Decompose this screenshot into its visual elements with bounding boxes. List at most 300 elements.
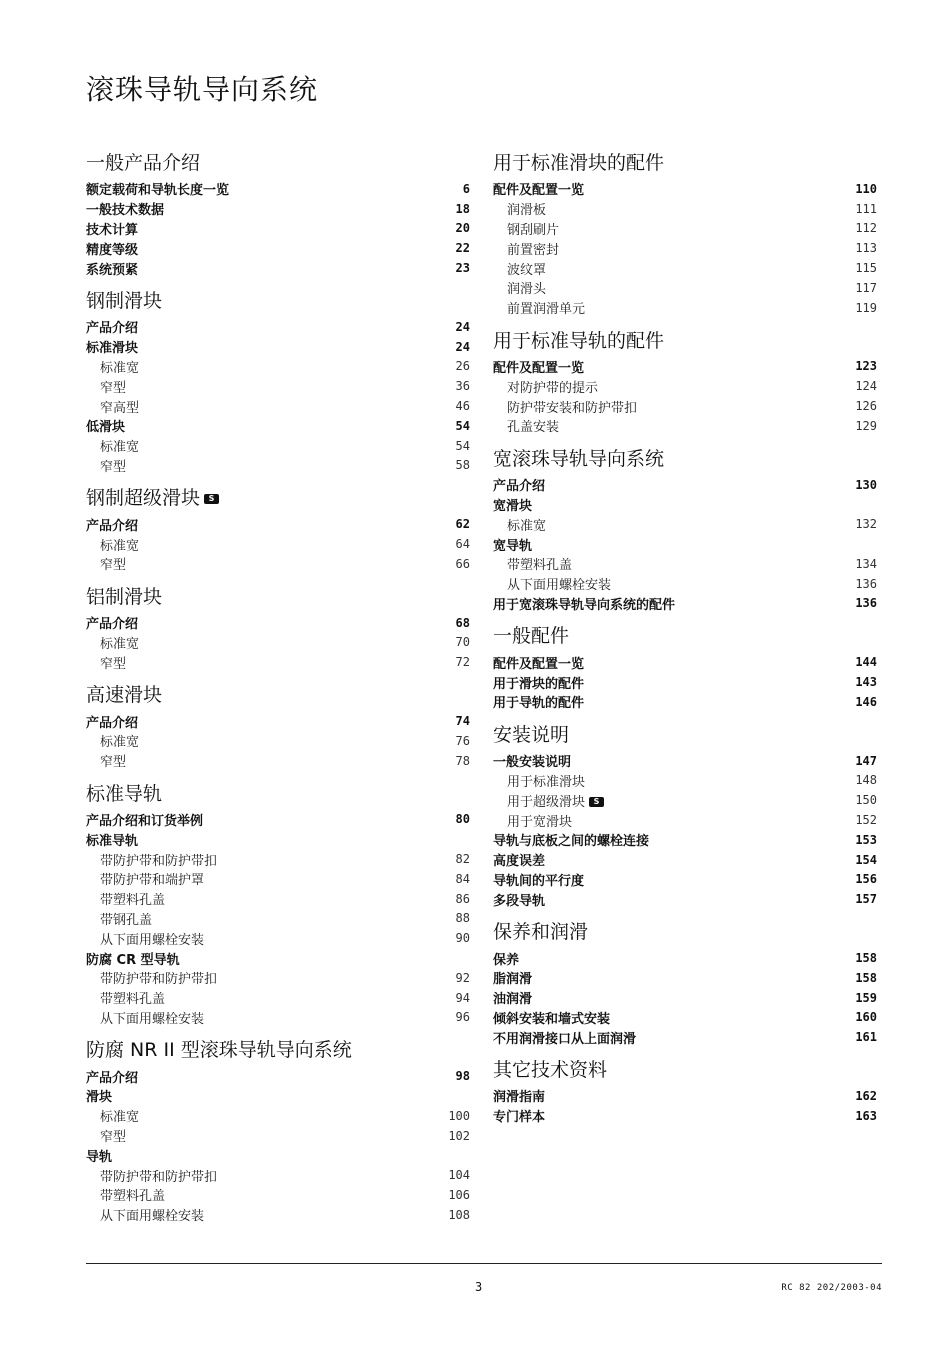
toc-entry[interactable]	[86, 554, 470, 574]
toc-entry-label: 润滑板	[507, 203, 547, 219]
toc-entry-label-wrap	[493, 692, 584, 711]
toc-entry-label: 导轨间的平行度	[493, 873, 585, 889]
toc-entry[interactable]	[86, 219, 470, 239]
toc-entry-label: 窄型	[100, 656, 127, 672]
toc-entry[interactable]	[86, 376, 470, 396]
section-title	[86, 288, 470, 314]
section-title-text: 钢制滑块	[86, 289, 163, 312]
toc-entry[interactable]	[86, 337, 470, 357]
toc-entry[interactable]	[493, 554, 877, 574]
section-title-text: 用于标准导轨的配件	[493, 329, 665, 352]
toc-entry-label: 系统预紧	[86, 262, 139, 278]
toc-section	[86, 1037, 470, 1224]
toc-entry[interactable]	[86, 1086, 470, 1106]
toc-entry-label-wrap	[86, 633, 139, 652]
toc-entry[interactable]	[86, 1008, 470, 1028]
toc-entry-label: 带防护带和防护带扣	[100, 972, 218, 988]
toc-entry-label: 用于超级滑块	[507, 794, 586, 810]
toc-entry-label-wrap	[86, 179, 229, 198]
toc-entry-label-wrap	[493, 475, 545, 494]
toc-entry-page: 102	[448, 1128, 470, 1143]
toc-entry-label-wrap	[86, 436, 139, 455]
toc-entry-page: 6	[462, 181, 470, 196]
toc-entry-label-wrap	[493, 1028, 636, 1047]
toc-entry-label-wrap	[86, 1086, 112, 1105]
toc-entry[interactable]	[493, 376, 877, 396]
toc-entry[interactable]	[86, 1066, 470, 1086]
toc-entry-label: 窄型	[100, 459, 127, 475]
toc-entry-label: 配件及配置一览	[493, 656, 585, 672]
toc-entry-label: 带防护带和防护带扣	[100, 853, 218, 869]
toc-entry[interactable]	[493, 988, 877, 1008]
toc-entry-label-wrap	[86, 1185, 165, 1204]
toc-entry-label: 标准宽	[100, 1110, 140, 1126]
toc-section	[86, 150, 470, 278]
toc-entry-label: 精度等级	[86, 242, 139, 258]
toc-entry-label-wrap	[493, 751, 571, 770]
toc-entry-label-wrap	[86, 810, 203, 829]
toc-entry-label: 技术计算	[86, 222, 139, 238]
toc-entry[interactable]	[493, 238, 877, 258]
toc-entry-label-wrap	[493, 653, 584, 672]
toc-entry[interactable]	[493, 810, 877, 830]
toc-entry[interactable]	[86, 1165, 470, 1185]
toc-entry[interactable]	[493, 514, 877, 534]
toc-entry-label-wrap	[493, 791, 604, 810]
toc-entry-label: 带防护带和端护罩	[100, 873, 205, 889]
toc-entry-label: 滑块	[86, 1090, 113, 1106]
toc-entry-label: 产品介绍	[86, 617, 139, 633]
toc-entry-label-wrap	[86, 456, 126, 475]
toc-entry-label: 防腐 CR 型导轨	[86, 952, 180, 968]
toc-entry-page: 161	[855, 1030, 877, 1045]
toc-entry-page: 159	[855, 990, 877, 1005]
toc-entry[interactable]	[493, 948, 877, 968]
toc-entry-page: 156	[855, 872, 877, 887]
toc-right-column	[493, 150, 877, 1126]
toc-entry[interactable]	[86, 810, 470, 830]
toc-entry-page: 58	[455, 458, 470, 473]
toc-entry-label: 产品介绍	[86, 321, 139, 337]
toc-entry-page: 112	[855, 221, 877, 236]
toc-entry[interactable]	[86, 829, 470, 849]
toc-entry[interactable]	[493, 1106, 877, 1126]
toc-entry-page: 126	[855, 399, 877, 414]
toc-entry-label: 波纹罩	[507, 262, 547, 278]
toc-entry-label-wrap	[493, 1008, 610, 1027]
toc-entry[interactable]	[493, 534, 877, 554]
toc-entry-page: 84	[455, 871, 470, 886]
toc-entry-page: 82	[455, 852, 470, 867]
section-title-text: 标准导轨	[86, 782, 163, 805]
toc-entry[interactable]	[86, 1185, 470, 1205]
toc-entry-label-wrap	[86, 219, 138, 238]
toc-entry-label: 产品介绍	[86, 1070, 139, 1086]
toc-entry-label-wrap	[86, 1146, 112, 1165]
toc-entry-label-wrap	[493, 830, 649, 849]
toc-entry-label-wrap	[86, 199, 164, 218]
toc-entry[interactable]	[493, 1027, 877, 1047]
toc-entry-label: 带塑料孔盖	[100, 893, 166, 909]
toc-entry[interactable]	[86, 633, 470, 653]
toc-entry-label-wrap	[493, 219, 559, 238]
toc-entry-label-wrap	[493, 397, 637, 416]
toc-entry-label-wrap	[493, 594, 675, 613]
toc-entry-label-wrap	[493, 357, 584, 376]
toc-entry-label: 从下面用螺栓安装	[507, 578, 612, 594]
toc-section	[86, 584, 470, 672]
toc-entry-label-wrap	[86, 317, 138, 336]
toc-entry-label: 油润滑	[493, 992, 533, 1008]
toc-entry-page: 132	[855, 517, 877, 532]
toc-entry[interactable]	[86, 889, 470, 909]
toc-section	[493, 722, 877, 909]
section-title-text: 铝制滑块	[86, 585, 163, 608]
toc-entry-label-wrap	[493, 179, 584, 198]
toc-entry-page: 134	[855, 556, 877, 571]
toc-entry-page: 96	[455, 1010, 470, 1025]
toc-section	[493, 623, 877, 711]
toc-entry-page: 144	[855, 655, 877, 670]
toc-entry[interactable]	[86, 751, 470, 771]
toc-entry-label-wrap	[493, 515, 546, 534]
toc-entry-page: 136	[855, 576, 877, 591]
toc-entry-label: 一般技术数据	[86, 203, 165, 219]
toc-entry-label: 带塑料孔盖	[100, 992, 166, 1008]
toc-entry-label-wrap	[86, 850, 217, 869]
toc-entry-page: 94	[455, 990, 470, 1005]
toc-entry-label-wrap	[86, 357, 139, 376]
toc-entry-label-wrap	[86, 949, 180, 968]
toc-entry-page: 150	[855, 793, 877, 808]
toc-entry[interactable]	[86, 731, 470, 751]
toc-entry-label: 用于导轨的配件	[493, 696, 585, 712]
toc-entry-page: 162	[855, 1088, 877, 1103]
toc-entry-page: 76	[455, 733, 470, 748]
toc-entry[interactable]	[86, 869, 470, 889]
toc-entry-label: 窄高型	[100, 400, 140, 416]
toc-section	[86, 781, 470, 1028]
toc-entry[interactable]	[493, 830, 877, 850]
toc-entry[interactable]	[493, 751, 877, 771]
section-title-text: 宽滚珠导轨导向系统	[493, 447, 665, 470]
toc-entry-label: 带塑料孔盖	[507, 558, 573, 574]
super-block-icon: S	[204, 494, 219, 504]
toc-entry-page: 158	[855, 951, 877, 965]
toc-entry[interactable]	[86, 928, 470, 948]
toc-entry-label-wrap	[493, 239, 559, 258]
toc-entry-label-wrap	[493, 416, 559, 435]
toc-entry-label: 防护带安装和防护带扣	[507, 400, 638, 416]
toc-entry[interactable]	[493, 179, 877, 199]
toc-entry-label: 润滑指南	[493, 1090, 546, 1106]
section-title-text: 一般配件	[493, 625, 570, 648]
toc-entry[interactable]	[493, 652, 877, 672]
toc-entry-page: 66	[455, 556, 470, 571]
toc-entry-page: 74	[455, 714, 470, 729]
toc-left-column	[86, 150, 470, 1225]
toc-entry-page: 111	[855, 201, 877, 216]
toc-entry-label: 带钢孔盖	[100, 912, 153, 928]
section-title-text: 钢制超级滑块	[86, 487, 201, 510]
toc-entry[interactable]	[493, 790, 877, 810]
toc-entry-label: 不用润滑接口从上面润滑	[493, 1031, 637, 1047]
toc-entry-label-wrap	[86, 889, 165, 908]
toc-entry[interactable]	[86, 1145, 470, 1165]
toc-entry-label-wrap	[493, 535, 532, 554]
toc-entry-label-wrap	[86, 731, 139, 750]
toc-entry[interactable]	[86, 258, 470, 278]
toc-entry-page: 119	[855, 300, 877, 315]
toc-entry[interactable]	[86, 534, 470, 554]
section-title	[86, 584, 470, 610]
toc-entry-label: 标准宽	[100, 440, 140, 456]
toc-entry-page: 62	[455, 517, 470, 532]
toc-entry[interactable]	[86, 988, 470, 1008]
toc-entry[interactable]	[493, 495, 877, 515]
toc-entry-label-wrap	[86, 830, 138, 849]
toc-entry-label-wrap	[493, 811, 572, 830]
toc-entry-label: 对防护带的提示	[507, 380, 599, 396]
page-number: 3	[475, 1280, 483, 1294]
toc-entry-page: 154	[855, 852, 877, 867]
toc-entry[interactable]	[493, 574, 877, 594]
toc-entry-label-wrap	[86, 337, 138, 356]
toc-entry-page: 147	[855, 753, 877, 768]
toc-entry-label: 宽导轨	[493, 538, 533, 554]
section-title-text: 高速滑块	[86, 684, 163, 707]
toc-entry-page: 130	[855, 477, 877, 492]
toc-entry-label: 从下面用螺栓安装	[100, 1011, 205, 1027]
toc-section	[493, 446, 877, 614]
toc-entry-label: 从下面用螺栓安装	[100, 1209, 205, 1225]
toc-section	[86, 485, 470, 573]
toc-entry-label: 标准宽	[507, 518, 547, 534]
toc-entry-label-wrap	[86, 416, 125, 435]
toc-entry[interactable]	[493, 258, 877, 278]
toc-entry[interactable]	[86, 1205, 470, 1225]
toc-entry[interactable]	[86, 416, 470, 436]
toc-entry-label: 一般安装说明	[493, 755, 572, 771]
toc-entry[interactable]	[493, 870, 877, 890]
toc-entry-label-wrap	[493, 1106, 545, 1125]
toc-entry-label: 窄型	[100, 380, 127, 396]
toc-entry[interactable]	[493, 692, 877, 712]
toc-entry-page: 90	[455, 931, 470, 946]
toc-entry-label-wrap	[86, 259, 138, 278]
toc-entry-label: 脂润滑	[493, 972, 533, 988]
toc-entry-label-wrap	[86, 239, 138, 258]
toc-entry-page: 108	[448, 1207, 470, 1222]
toc-entry-label: 配件及配置一览	[493, 183, 585, 199]
toc-entry[interactable]	[493, 298, 877, 318]
toc-entry-page: 20	[455, 221, 470, 236]
toc-entry-page: 152	[855, 813, 877, 828]
toc-entry-label-wrap	[493, 890, 545, 909]
toc-section	[86, 288, 470, 475]
toc-entry-label-wrap	[86, 535, 139, 554]
toc-entry-page: 110	[855, 181, 877, 196]
toc-entry-page: 18	[455, 201, 470, 216]
toc-entry-page: 98	[455, 1069, 470, 1084]
toc-entry-page: 160	[855, 1010, 877, 1025]
section-title	[493, 623, 877, 649]
toc-entry-page: 24	[455, 339, 470, 354]
toc-entry[interactable]	[493, 594, 877, 614]
toc-entry-page: 72	[455, 655, 470, 670]
toc-entry[interactable]	[86, 357, 470, 377]
toc-entry[interactable]	[493, 396, 877, 416]
section-title-text: 其它技术资料	[493, 1059, 608, 1082]
toc-entry-page: 117	[855, 280, 877, 295]
section-title	[493, 722, 877, 748]
toc-entry-label-wrap	[86, 869, 204, 888]
toc-entry-label: 钢刮刷片	[507, 222, 560, 238]
toc-entry[interactable]	[86, 909, 470, 929]
toc-section	[493, 1057, 877, 1126]
toc-entry-page: 54	[455, 438, 470, 453]
toc-entry-page: 36	[455, 379, 470, 394]
toc-entry-page: 115	[855, 261, 877, 276]
toc-entry-label-wrap	[86, 988, 165, 1007]
toc-entry-page: 68	[455, 615, 470, 630]
toc-entry-page: 24	[455, 319, 470, 334]
toc-entry[interactable]	[493, 475, 877, 495]
section-title	[86, 781, 470, 807]
toc-entry-label: 多段导轨	[493, 893, 546, 909]
toc-entry-label: 标准宽	[100, 735, 140, 751]
section-title	[493, 446, 877, 472]
toc-entry-label-wrap	[86, 909, 152, 928]
toc-entry-page: 23	[455, 261, 470, 276]
toc-entry-label-wrap	[86, 968, 217, 987]
toc-entry-page: 123	[855, 359, 877, 374]
section-title	[493, 1057, 877, 1083]
toc-entry-page: 88	[455, 911, 470, 926]
toc-entry-page: 158	[855, 970, 877, 985]
toc-entry[interactable]	[86, 968, 470, 988]
toc-entry-page: 124	[855, 379, 877, 394]
toc-entry-label-wrap	[86, 1205, 204, 1224]
toc-entry-page: 146	[855, 694, 877, 709]
toc-entry[interactable]	[86, 456, 470, 476]
toc-entry-label-wrap	[86, 1106, 139, 1125]
toc-entry[interactable]	[86, 849, 470, 869]
toc-entry[interactable]	[86, 199, 470, 219]
toc-entry-page: 80	[455, 812, 470, 827]
toc-section	[493, 328, 877, 436]
section-title-text: 保养和润滑	[493, 921, 589, 944]
toc-entry-page: 106	[448, 1187, 470, 1202]
toc-entry[interactable]	[86, 317, 470, 337]
toc-entry-label-wrap	[86, 515, 138, 534]
toc-entry-label-wrap	[493, 574, 611, 593]
toc-entry[interactable]	[86, 396, 470, 416]
toc-entry-page: 136	[855, 596, 877, 611]
toc-entry-label: 用于宽滚珠导轨导向系统的配件	[493, 597, 676, 613]
toc-entry-label: 前置密封	[507, 242, 560, 258]
toc-entry-page: 148	[855, 773, 877, 788]
toc-entry-label-wrap	[493, 968, 532, 987]
toc-entry[interactable]	[86, 711, 470, 731]
toc-entry-label: 产品介绍	[86, 715, 139, 731]
toc-entry[interactable]	[493, 968, 877, 988]
toc-entry-label: 产品介绍	[86, 518, 139, 534]
toc-entry-label: 宽滑块	[493, 498, 533, 514]
toc-entry-page: 113	[855, 241, 877, 256]
toc-entry-label-wrap	[493, 988, 532, 1007]
toc-entry-label-wrap	[493, 199, 546, 218]
toc-entry-page: 22	[455, 241, 470, 256]
toc-entry-page: 92	[455, 970, 470, 985]
toc-entry[interactable]	[493, 219, 877, 239]
section-title-text: 防腐 NR II 型滚珠导轨导向系统	[86, 1039, 352, 1062]
toc-entry-label-wrap	[493, 495, 532, 514]
toc-entry[interactable]	[493, 1008, 877, 1028]
section-title	[86, 485, 470, 511]
toc-entry-page: 70	[455, 635, 470, 650]
toc-entry-label-wrap	[86, 554, 126, 573]
toc-entry[interactable]	[493, 357, 877, 377]
toc-entry-label: 用于宽滑块	[507, 814, 573, 830]
toc-entry-label: 标准滑块	[86, 341, 139, 357]
toc-entry-label: 标准宽	[100, 538, 140, 554]
toc-entry-label-wrap	[493, 673, 584, 692]
toc-entry-label: 导轨与底板之间的螺栓连接	[493, 834, 650, 850]
toc-entry[interactable]	[493, 672, 877, 692]
toc-entry-page: 104	[448, 1168, 470, 1183]
document-code: RC 82 202/2003-04	[781, 1283, 882, 1293]
toc-entry[interactable]	[493, 889, 877, 909]
toc-entry-label: 专门样本	[493, 1110, 546, 1126]
toc-entry[interactable]	[86, 238, 470, 258]
toc-entry-page: 54	[455, 418, 470, 433]
toc-entry-label: 孔盖安装	[507, 420, 560, 436]
toc-entry[interactable]	[493, 1086, 877, 1106]
section-title-text: 用于标准滑块的配件	[493, 152, 665, 174]
toc-entry-label-wrap	[493, 949, 519, 968]
toc-entry[interactable]	[493, 416, 877, 436]
toc-entry-label: 窄型	[100, 1130, 127, 1146]
toc-section	[86, 682, 470, 770]
toc-entry[interactable]	[493, 771, 877, 791]
toc-entry-page: 100	[448, 1108, 470, 1123]
toc-entry-page: 163	[855, 1108, 877, 1123]
toc-entry-label: 标准导轨	[86, 833, 139, 849]
section-title	[493, 328, 877, 354]
toc-entry-label: 保养	[493, 952, 520, 968]
toc-entry[interactable]	[493, 278, 877, 298]
toc-entry[interactable]	[86, 1126, 470, 1146]
toc-entry-label: 高度误差	[493, 854, 546, 870]
toc-entry-label-wrap	[86, 377, 126, 396]
toc-entry[interactable]	[86, 948, 470, 968]
section-title	[86, 150, 470, 176]
toc-entry[interactable]	[86, 652, 470, 672]
toc-entry[interactable]	[493, 850, 877, 870]
toc-entry-label-wrap	[493, 1086, 545, 1105]
toc-entry-label-wrap	[86, 1166, 217, 1185]
toc-entry[interactable]	[86, 514, 470, 534]
toc-entry[interactable]	[493, 199, 877, 219]
toc-entry-label-wrap	[86, 1126, 126, 1145]
toc-entry[interactable]	[86, 1106, 470, 1126]
toc-entry-label-wrap	[86, 712, 138, 731]
toc-entry-label: 窄型	[100, 558, 127, 574]
toc-entry[interactable]	[86, 613, 470, 633]
toc-entry[interactable]	[86, 179, 470, 199]
toc-entry[interactable]	[86, 436, 470, 456]
